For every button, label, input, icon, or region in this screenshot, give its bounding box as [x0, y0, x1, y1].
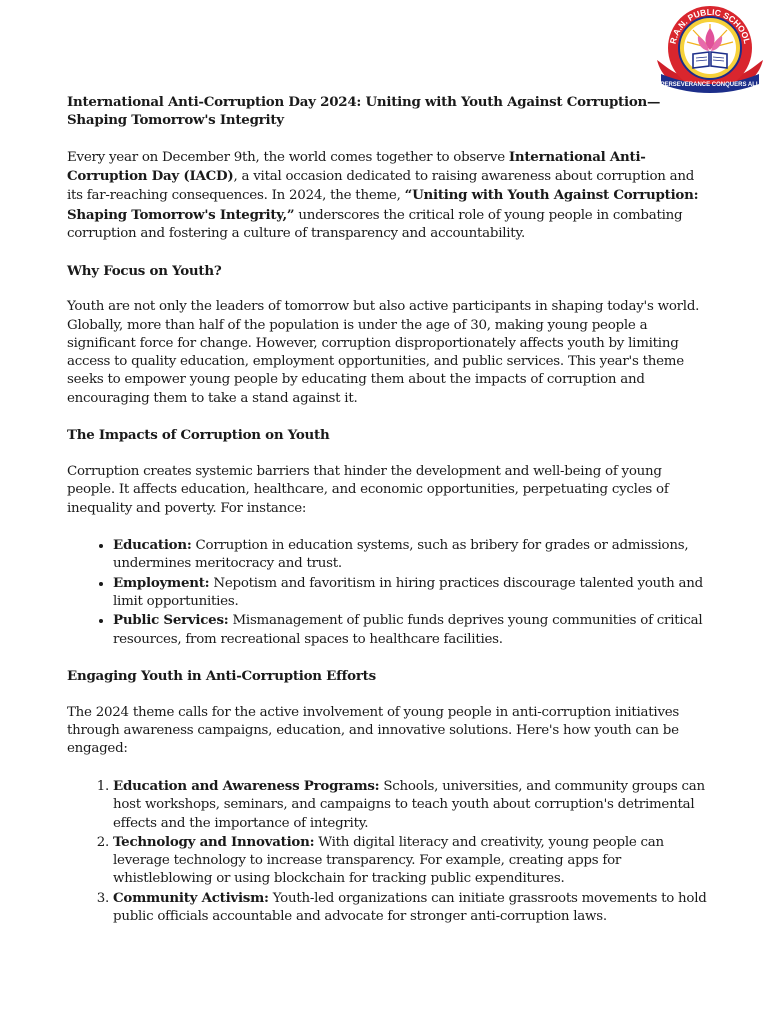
intro-text-2: , a vital occasion dedicated to raising awareness about corruption and its far-reaching consequences. In 2024, the theme,: [67, 169, 695, 204]
list-item-text: Nepotism and favoritism in hiring practices discourage talented youth and limit opportunities.: [113, 575, 703, 610]
list-item-text: Schools, universities, and community groups can host workshops, seminars, and campaigns to teach youth about corruption's detrimental effects and the importance of integrity.: [113, 778, 705, 831]
list-item-term: Education:: [113, 537, 192, 554]
intro-bold-1: International Anti-Corruption Day (IACD): [67, 148, 646, 185]
list-item: [113, 889, 710, 927]
list-item-term: Employment:: [113, 574, 210, 591]
intro-bold-2: “Uniting with Youth Against Corruption: Shaping Tomorrow's Integrity,”: [67, 187, 699, 223]
article: [67, 93, 710, 945]
logo-motto: PERSEVERANCE CONQUERS ALL: [660, 82, 760, 88]
page-title: International Anti-Corruption Day 2024: Uniting with Youth Against Corruption—Shaping Tomorrow's Integrity: [67, 94, 661, 129]
list-item-text: Mismanagement of public funds deprives young communities of critical resources, from recreational spaces to healthcare facilities.: [113, 613, 703, 647]
school-logo: [653, 2, 767, 94]
list-item-text: Corruption in education systems, such as bribery for grades or admissions, undermines meritocracy and trust.: [113, 538, 689, 572]
engaging-paragraph: The 2024 theme calls for the active involvement of young people in anti-corruption initiatives through awareness campaigns, education, and innovative solutions. Here's how youth can be engaged:: [67, 704, 680, 757]
intro-paragraph: [67, 148, 710, 243]
list-item-term: Public Services:: [113, 612, 229, 629]
engaging-heading: Engaging Youth in Anti-Corruption Efforts: [67, 668, 376, 685]
intro-text-3: underscores the critical role of young people in combating corruption and fostering a culture of transparency and accountability.: [67, 207, 683, 242]
engaging-list: [67, 777, 710, 926]
list-item: [113, 777, 710, 833]
why-youth-heading: Why Focus on Youth?: [67, 262, 222, 279]
list-item-term: Education and Awareness Programs:: [113, 777, 380, 794]
impacts-list: [67, 536, 710, 649]
list-item: [113, 611, 710, 649]
impacts-heading: The Impacts of Corruption on Youth: [67, 427, 330, 444]
impacts-paragraph: Corruption creates systemic barriers that hinder the development and well-being of young people. It affects education, healthcare, and economic opportunities, perpetuating cycles of inequality and poverty. For instance:: [67, 463, 669, 516]
list-item: [113, 833, 710, 889]
list-item-term: Technology and Innovation:: [113, 833, 315, 850]
list-item: [113, 536, 710, 574]
list-item-term: Community Activism:: [113, 889, 269, 906]
list-item: [113, 574, 710, 612]
why-youth-paragraph: Youth are not only the leaders of tomorrow but also active participants in shaping today's world. Globally, more than half of the population is under the age of 30, making young people a significant force for change. However, corruption disproportionately affects youth by limiting access to quality education, employment opportunities, and public services. This year's theme seeks to empower young people by educating them about the impacts of corruption and encouraging them to take a stand against it.: [67, 299, 700, 406]
list-item-text: Youth-led organizations can initiate grassroots movements to hold public officials accountable and advocate for stronger anti-corruption laws.: [113, 890, 707, 925]
logo-school-name: R.A.N. PUBLIC SCHOOL: [667, 6, 753, 45]
list-item-text: With digital literacy and creativity, young people can leverage technology to increase transparency. For example, creating apps for whistleblowing or using blockchain for tracking public expenditures.: [113, 834, 664, 887]
intro-text-1: Every year on December 9th, the world comes together to observe: [67, 149, 509, 165]
